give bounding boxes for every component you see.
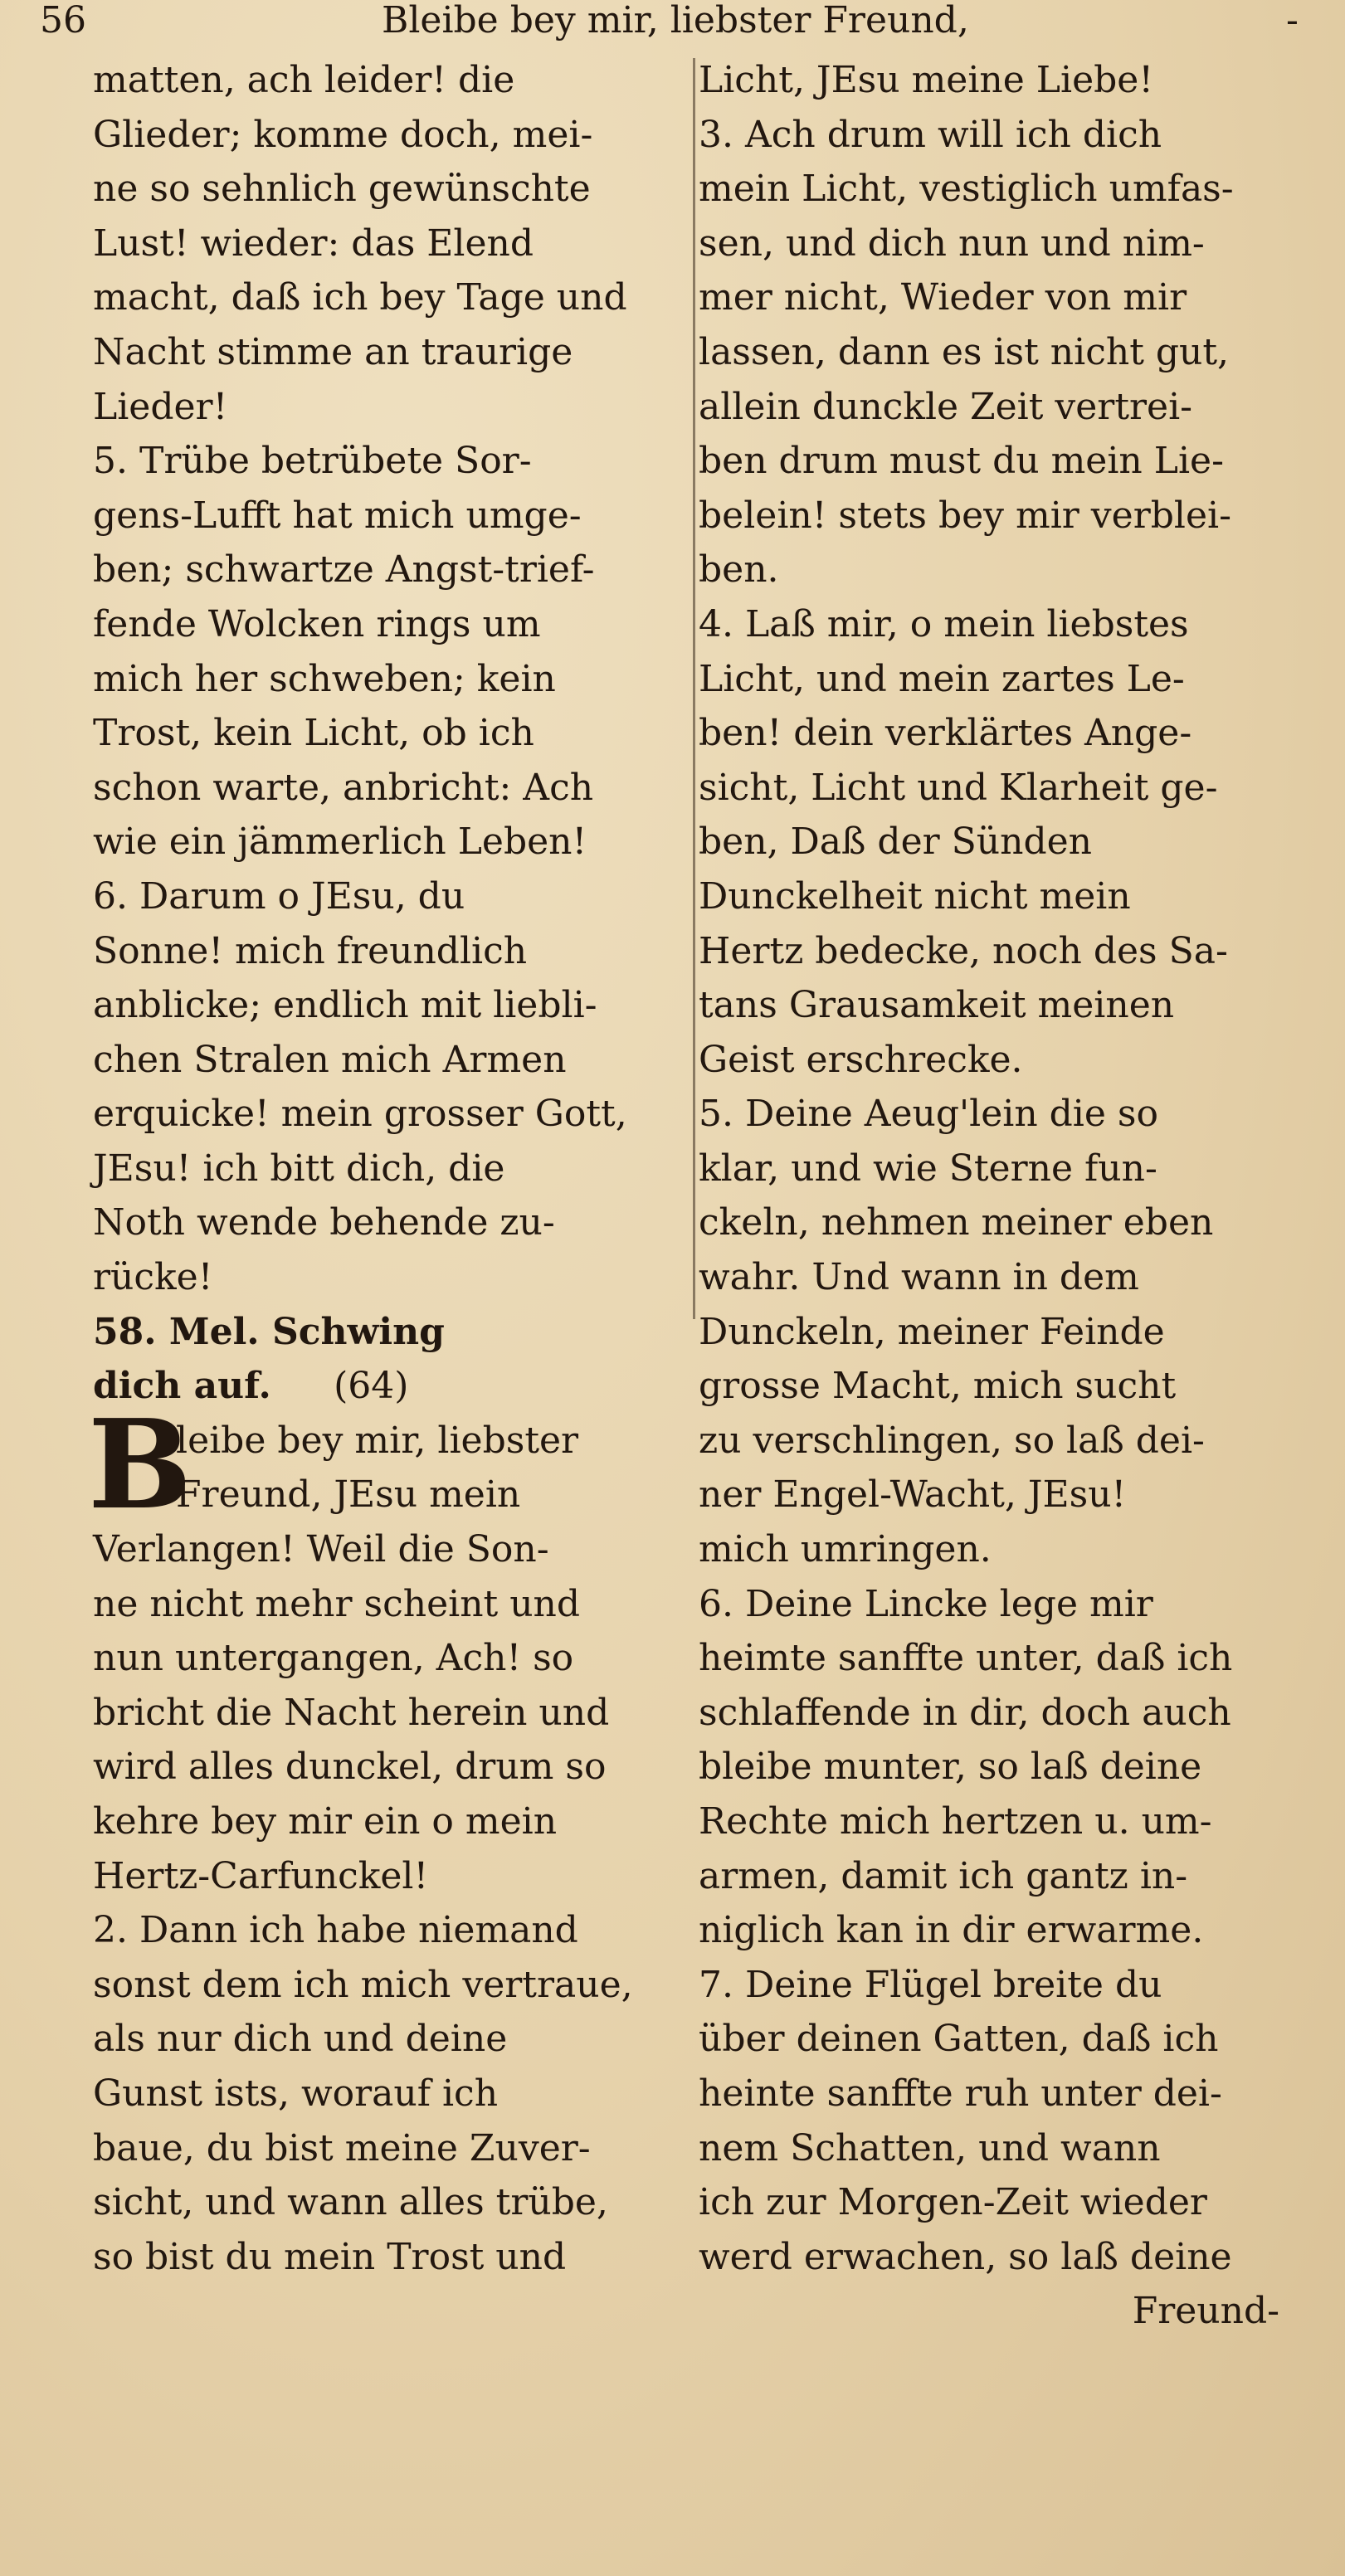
text-line: 4. Laß mir, o mein liebstes — [699, 602, 1189, 645]
left-column — [88, 53, 686, 2284]
text-line: Hertz-Carfunckel! — [93, 1854, 429, 1897]
text-line: nem Schatten, und wann — [699, 2126, 1161, 2169]
text-line: Gunst ists, worauf ich — [93, 2072, 499, 2115]
text-line: JEsu! ich bitt dich, die — [93, 1147, 505, 1190]
running-title: Bleibe bey mir, liebster Freund, — [382, 0, 969, 41]
text-line: ben! dein verklärtes Ange- — [699, 712, 1192, 755]
text-line: 7. Deine Flügel breite du — [699, 1963, 1162, 2006]
drop-cap: B — [88, 1391, 192, 1536]
text-line: wird alles dunckel, drum so — [93, 1746, 607, 1789]
text-line: mich umringen. — [699, 1528, 992, 1571]
text-line: mich her schweben; kein — [93, 657, 556, 700]
text-line: Lust! wieder: das Elend — [93, 222, 534, 265]
text-line: sicht, Licht und Klarheit ge- — [699, 766, 1218, 809]
text-line: Lieder! — [93, 385, 228, 428]
text-line: werd erwachen, so laß deine — [699, 2235, 1232, 2278]
text-line: ner Engel-Wacht, JEsu! — [699, 1473, 1127, 1517]
text-line: Licht, JEsu meine Liebe! — [699, 59, 1154, 101]
text-line: ne nicht mehr scheint und — [93, 1582, 581, 1625]
text-line: zu verschlingen, so laß dei- — [699, 1419, 1205, 1462]
text-line: klar, und wie Sterne fun- — [699, 1147, 1157, 1190]
text-line: wahr. Und wann in dem — [699, 1256, 1139, 1299]
text-line: kehre bey mir ein o mein — [93, 1800, 558, 1843]
text-line: 2. Dann ich habe niemand — [93, 1909, 578, 1952]
catchword: Freund- — [1132, 2290, 1279, 2333]
hymn-heading — [93, 1305, 686, 1360]
text-line: Hertz bedecke, noch des Sa- — [699, 929, 1228, 972]
text-line: ne so sehnlich gewünschte — [93, 168, 591, 211]
text-line: nun untergangen, Ach! so — [93, 1637, 574, 1680]
text-line: armen, damit ich gantz in- — [699, 1854, 1188, 1897]
text-line: niglich kan in dir erwarme. — [699, 1909, 1204, 1952]
text-line: schlaffende in dir, doch auch — [699, 1691, 1231, 1734]
text-line: baue, du bist meine Zuver- — [93, 2126, 591, 2169]
text-line: gens-Lufft hat mich umge- — [93, 494, 582, 537]
text-line: mein Licht, vestiglich umfas- — [699, 168, 1234, 211]
text-line: über deinen Gatten, daß ich — [699, 2018, 1219, 2061]
text-line: Verlangen! Weil die Son- — [93, 1528, 549, 1571]
text-line: chen Stralen mich Armen — [93, 1038, 567, 1081]
right-column — [699, 53, 1313, 2339]
text-line: erquicke! mein grosser Gott, — [93, 1093, 627, 1136]
text-line: 3. Ach drum will ich dich — [699, 113, 1162, 156]
text-line: Dunckeln, meiner Feinde — [699, 1310, 1165, 1353]
hymn-melody: Mel. Schwing — [168, 1310, 445, 1353]
text-line: so bist du mein Trost und — [93, 2235, 567, 2278]
text-line: sen, und dich nun und nim- — [699, 222, 1205, 265]
text-line: ckeln, nehmen meiner eben — [699, 1201, 1214, 1244]
text-line: Glieder; komme doch, mei- — [93, 113, 593, 156]
text-line: bleibe munter, so laß deine — [699, 1746, 1202, 1789]
hymn-first-line-text: leibe bey mir, liebster — [176, 1419, 579, 1462]
hymn-melody-2: dich auf. — [93, 1365, 271, 1408]
text-line: Dunckelheit nicht mein — [699, 874, 1131, 918]
text-line: allein dunckle Zeit vertrei- — [699, 385, 1193, 428]
text-line: 5. Deine Aeug'lein die so — [699, 1093, 1158, 1136]
text-line: mer nicht, Wieder von mir — [699, 276, 1187, 319]
text-line: 6. Darum o JEsu, du — [93, 874, 465, 918]
hymn-second-line: Freund, JEsu mein — [176, 1473, 521, 1517]
text-line: ich zur Morgen-Zeit wieder — [699, 2181, 1207, 2224]
text-line: heimte sanffte unter, daß ich — [699, 1637, 1233, 1680]
text-line: wie ein jämmerlich Leben! — [93, 821, 587, 864]
text-line: tans Grausamkeit meinen — [699, 984, 1175, 1027]
text-line: macht, daß ich bey Tage und — [93, 276, 627, 319]
hymn-reference: (64) — [334, 1365, 409, 1408]
text-line: 5. Trübe betrübete Sor- — [93, 440, 532, 483]
text-line: belein! stets bey mir verblei- — [699, 494, 1231, 537]
text-line: 6. Deine Lincke lege mir — [699, 1582, 1153, 1625]
text-line: Nacht stimme an traurige — [93, 330, 573, 373]
text-line: heinte sanffte ruh unter dei- — [699, 2072, 1222, 2115]
page-number: 56 — [40, 0, 86, 41]
text-line: lassen, dann es ist nicht gut, — [699, 330, 1230, 373]
text-line: bricht die Nacht herein und — [93, 1691, 610, 1734]
text-line: ben. — [699, 548, 779, 592]
text-line: Rechte mich hertzen u. um- — [699, 1800, 1212, 1843]
text-line: ben; schwartze Angst-trief- — [93, 548, 595, 592]
text-line: Geist erschrecke. — [699, 1038, 1023, 1081]
text-line: fende Wolcken rings um — [93, 602, 541, 645]
text-line: sicht, und wann alles trübe, — [93, 2181, 608, 2224]
text-line: schon warte, anbricht: Ach — [93, 766, 594, 809]
text-line: Trost, kein Licht, ob ich — [93, 712, 534, 755]
text-line: Noth wende behende zu- — [93, 1201, 555, 1244]
header-dash: - — [1286, 0, 1299, 41]
text-line: rücke! — [93, 1256, 213, 1299]
text-line: grosse Macht, mich sucht — [699, 1365, 1177, 1408]
text-line: ben, Daß der Sünden — [699, 821, 1092, 864]
text-line: ben drum must du mein Lie- — [699, 440, 1224, 483]
text-line: Licht, und mein zartes Le- — [699, 657, 1185, 700]
text-line: sonst dem ich mich vertraue, — [93, 1963, 633, 2006]
column-divider — [693, 58, 695, 1319]
text-line: als nur dich und deine — [93, 2018, 508, 2061]
text-line: anblicke; endlich mit liebli- — [93, 984, 597, 1027]
hymn-number: 58. — [93, 1310, 157, 1353]
text-line: matten, ach leider! die — [93, 59, 515, 101]
running-header — [33, 0, 1299, 48]
text-line: Sonne! mich freundlich — [93, 929, 528, 972]
